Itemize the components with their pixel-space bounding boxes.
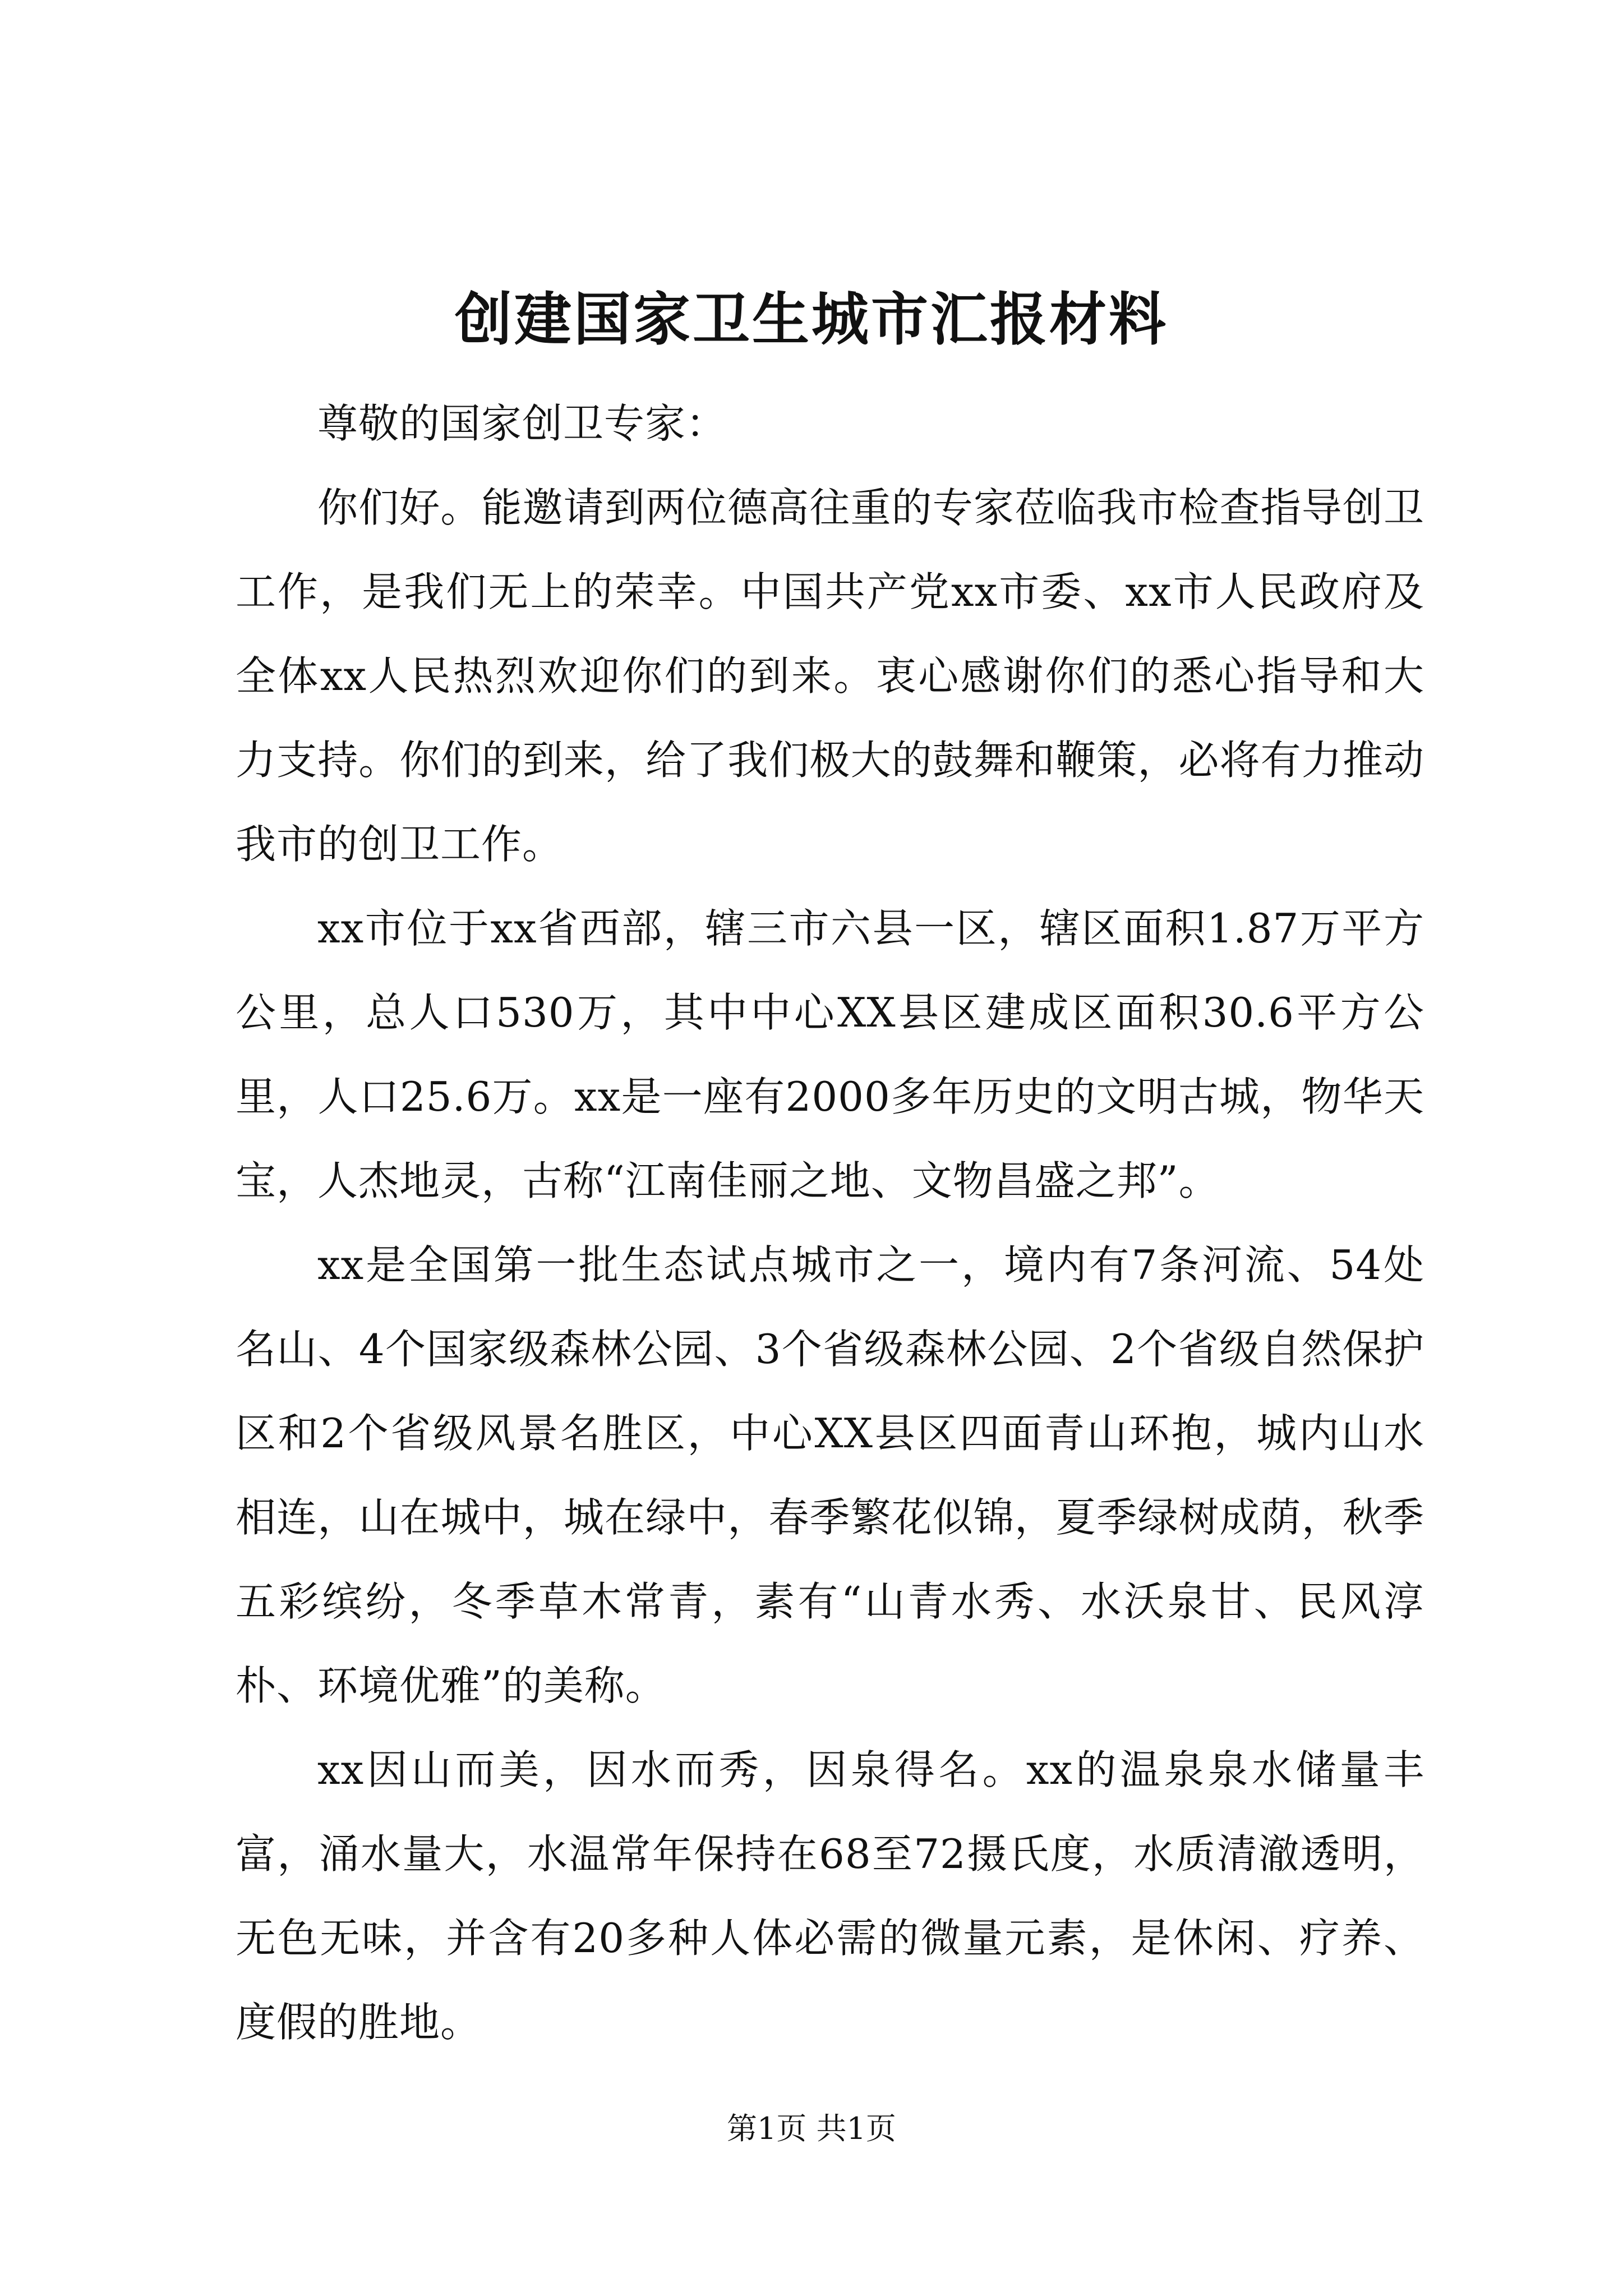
hot-spring-paragraph: xx因山而美，因水而秀，因泉得名。xx的温泉泉水储量丰富，涌水量大，水温常年保持在68至72摄氏度，水质清澈透明，无色无味，并含有20多种人体必需的微量元素，是休闲、疗养、度假的胜地。 xyxy=(236,1746,1424,2046)
city-overview-paragraph: xx市位于xx省西部，辖三市六县一区，辖区面积1.87万平方公里，总人口530万，其中中心XX县区建成区面积30.6平方公里，人口25.6万。xx是一座有2000多年历史的文明古城，物华天宝，人杰地灵，古称“江南佳丽之地、文物昌盛之邦”。 xyxy=(236,905,1424,1204)
ecology-paragraph: xx是全国第一批生态试点城市之一，境内有7条河流、54处名山、4个国家级森林公园、3个省级森林公园、2个省级自然保护区和2个省级风景名胜区，中心XX县区四面青山环抱，城内山水相连，山在城中，城在绿中，春季繁花似锦，夏季绿树成荫，秋季五彩缤纷，冬季草木常青，素有“山青水秀、水沃泉甘、民风淳朴、环境优雅”的美称。 xyxy=(236,1241,1424,1709)
document-title: 创建国家卫生城市汇报材料 xyxy=(455,286,1168,353)
document-body xyxy=(236,381,1424,2064)
welcome-paragraph: 你们好。能邀请到两位德高往重的专家莅临我市检查指导创卫工作，是我们无上的荣幸。中国共产党xx市委、xx市人民政府及全体xx人民热烈欢迎你们的到来。衷心感谢你们的悉心指导和大力支持。你们的到来，给了我们极大的鼓舞和鞭策，必将有力推动我市的创卫工作。 xyxy=(236,484,1424,868)
page-footer: 第1页 共1页 xyxy=(727,2111,896,2146)
salutation-paragraph: 尊敬的国家创卫专家： xyxy=(317,400,727,447)
